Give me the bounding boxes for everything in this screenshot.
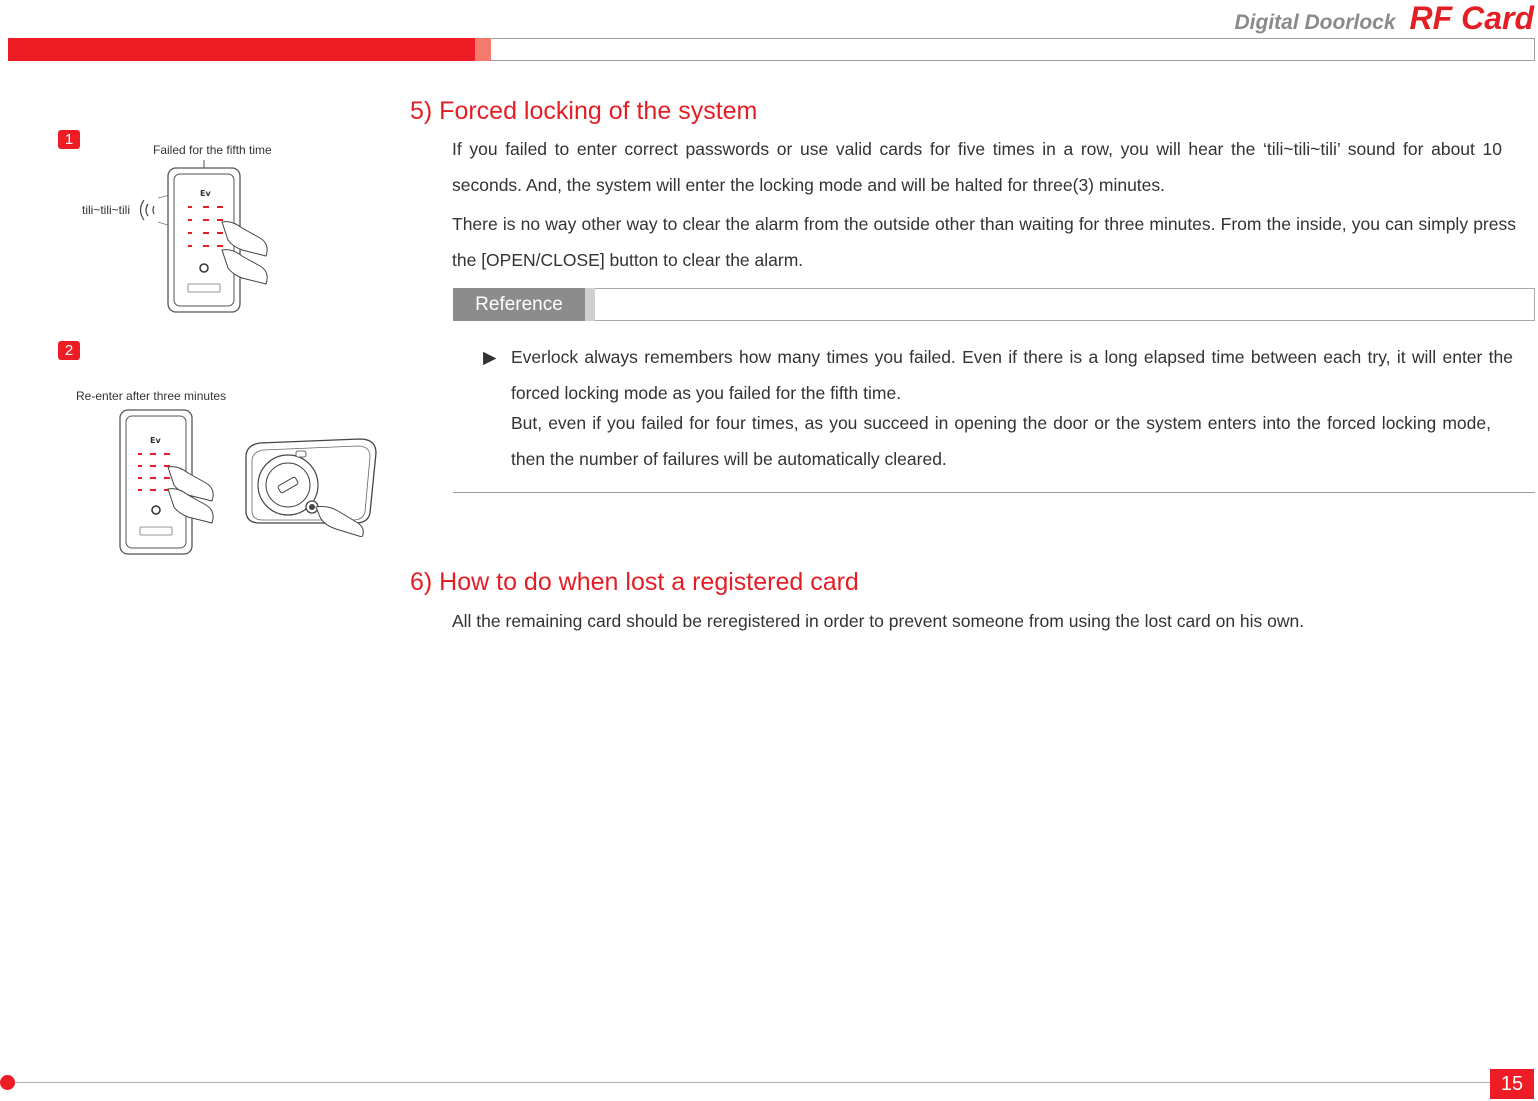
doorlock-keypad-illustration-1	[130, 160, 285, 320]
doorlock-keypad-illustration-2	[110, 405, 220, 560]
inside-body-open-close-illustration	[238, 437, 380, 537]
header-title	[1235, 0, 1534, 37]
reference-box	[453, 288, 1535, 321]
section-5-paragraph-2: There is no way other way to clear the alarm from the outside other than waiting for three minutes. From the inside, you can simply press the [OPEN/CLOSE] button to clear the alarm.	[452, 214, 1516, 270]
footer-dot	[0, 1075, 15, 1090]
page-number: 15	[1490, 1069, 1534, 1099]
section-5-paragraph-1: If you failed to enter correct passwords or use valid cards for five times in a row, you will hear the ‘tili~tili~tili’ sound for about 10 seconds. And, the system will enter the locking mode and will be halted for three(3) minutes.	[452, 139, 1502, 195]
sound-wave-icon	[141, 200, 155, 220]
alarm-sound-label: tili~tili~tili	[82, 203, 131, 217]
section-6-paragraph-1: All the remaining card should be reregistered in order to prevent someone from using the lost card on his own.	[452, 611, 1305, 631]
step-1-badge: 1	[58, 130, 80, 149]
header-subtitle: Digital Doorlock	[1234, 11, 1396, 34]
step-2-caption: Re-enter after three minutes	[76, 389, 227, 403]
reference-divider	[453, 492, 1535, 493]
header-main-title: RF Card	[1409, 0, 1534, 36]
header-bar-accent-segment	[475, 38, 491, 61]
reference-text-1: Everlock always remembers how many times you failed. Even if there is a long elapsed time between each try, it will enter the forced locking mode as you failed for the fifth time.	[511, 347, 1513, 403]
bullet-arrow-icon: ▶	[483, 347, 497, 367]
reference-tab-stripe	[585, 288, 595, 321]
footer-line	[8, 1082, 1490, 1083]
section-6-heading: 6) How to do when lost a registered card	[410, 568, 859, 596]
section-5-heading: 5) Forced locking of the system	[410, 97, 758, 125]
step-1-caption: Failed for the fifth time	[153, 143, 272, 157]
reference-label: Reference	[453, 288, 585, 321]
reference-text-2: But, even if you failed for four times, as you succeed in opening the door or the system enters into the forced locking mode, then the number of failures will be automatically cleared.	[511, 413, 1491, 469]
svg-text:Ev: Ev	[150, 436, 161, 445]
header-bar-red-segment	[8, 38, 475, 61]
step-2-badge: 2	[58, 341, 80, 360]
svg-text:Ev: Ev	[200, 189, 211, 198]
